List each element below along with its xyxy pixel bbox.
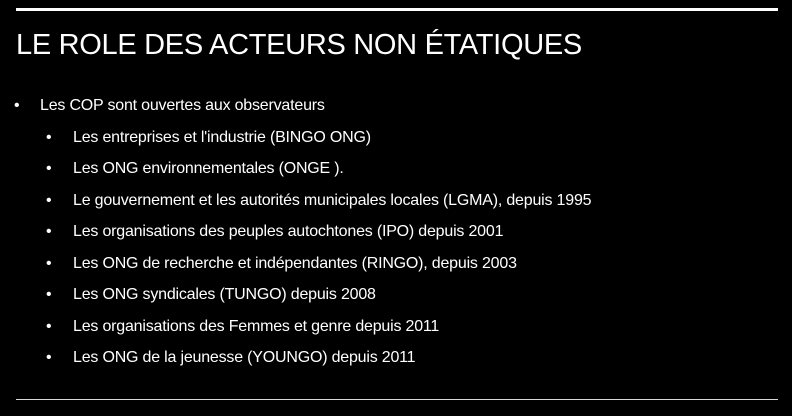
bullet-icon: • (14, 97, 20, 114)
sub-bullet-text: Les ONG syndicales (TUNGO) depuis 2008 (73, 286, 376, 303)
bullet-icon: • (46, 286, 52, 303)
sub-bullet-item (0, 252, 792, 284)
bullet-item-main (0, 94, 792, 126)
sub-bullet-text: Les ONG environnementales (ONGE ). (73, 160, 344, 177)
sub-bullet-text: Les organisations des Femmes et genre depuis 2011 (73, 317, 440, 335)
sub-bullet-item (0, 126, 792, 158)
bullet-icon: • (46, 349, 52, 366)
bullet-icon: • (46, 254, 52, 272)
bullet-icon: • (46, 223, 52, 240)
sub-bullet-text: Les ONG de recherche et indépendantes (RINGO), depuis 2003 (73, 254, 517, 272)
title-top-rule (16, 8, 778, 11)
sub-bullet-text: Les entreprises et l'industrie (BINGO ONG) (73, 128, 371, 146)
sub-bullet-text: Les organisations des peuples autochtones (IPO) depuis 2001 (73, 223, 504, 240)
bullet-text: Les COP sont ouvertes aux observateurs (40, 97, 325, 114)
bullet-icon: • (46, 128, 52, 146)
sub-bullet-item (0, 346, 792, 378)
sub-bullet-item (0, 189, 792, 221)
sub-bullet-item (0, 283, 792, 315)
bullet-icon: • (46, 160, 52, 177)
footer-rule (16, 399, 778, 400)
sub-bullet-item (0, 157, 792, 189)
bullet-list (0, 94, 792, 378)
sub-bullet-text: Le gouvernement et les autorités municipales locales (LGMA), depuis 1995 (73, 191, 592, 209)
bullet-icon: • (46, 191, 52, 209)
sub-bullet-item (0, 220, 792, 252)
bullet-icon: • (46, 317, 52, 335)
sub-bullet-item (0, 315, 792, 347)
slide-title: LE ROLE DES ACTEURS NON ÉTATIQUES (16, 29, 582, 61)
sub-bullet-text: Les ONG de la jeunesse (YOUNGO) depuis 2011 (73, 349, 416, 366)
